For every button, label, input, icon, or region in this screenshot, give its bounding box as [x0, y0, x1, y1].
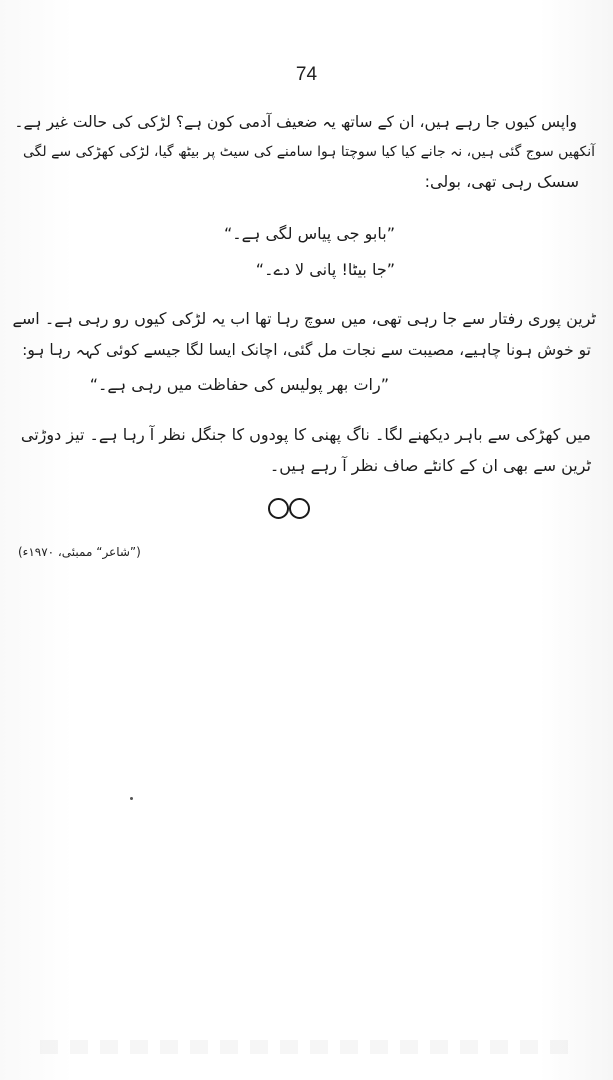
text-line-10: ٹرین سے بھی ان کے کانٹے صاف نظر آ رہے ہیں۔ — [269, 456, 591, 475]
page-number: 74 — [295, 64, 318, 85]
section-end-circles-icon — [268, 496, 312, 520]
text-line-6: ٹرین پوری رفتار سے جا رہی تھی، میں سوچ رہا تھا اب یہ لڑکی کیوں رو رہی ہے۔ اسے — [12, 309, 596, 328]
circle-icon — [268, 498, 289, 519]
text-line-1: واپس کیوں جا رہے ہیں، ان کے ساتھ یہ ضعیف آدمی کون ہے؟ لڑکی کی حالت غیر ہے۔ — [14, 113, 577, 131]
dialogue-line-2: ”جا بیٹا! پانی لا دے۔“ — [255, 260, 395, 279]
dialogue-line-3: ”رات بھر پولیس کی حفاظت میں رہی ہے۔“ — [89, 375, 389, 394]
dialogue-line-1: ”بابو جی پیاس لگی ہے۔“ — [223, 224, 395, 243]
text-line-2: آنکھیں سوج گئی ہیں، نہ جانے کیا کیا سوچتا ہوا سامنے کی سیٹ پر بیٹھ گیا، لڑکی کھڑکی سے لگی — [23, 144, 595, 160]
text-line-9: میں کھڑکی سے باہر دیکھنے لگا۔ ناگ پھنی کا پودوں کا جنگل نظر آ رہا ہے۔ تیز دوڑتی — [20, 425, 591, 444]
text-line-3: سسک رہی تھی، بولی: — [424, 172, 579, 191]
source-citation: (”شاعر“ ممبئی، ۱۹۷۰ء) — [18, 545, 141, 559]
ink-speck — [130, 797, 133, 800]
circle-icon — [289, 498, 310, 519]
page-bleed-through — [40, 1040, 580, 1054]
text-line-7: تو خوش ہونا چاہیے، مصیبت سے نجات مل گئی، اچانک ایسا لگا جیسے کوئی کہہ رہا ہو: — [22, 341, 591, 359]
